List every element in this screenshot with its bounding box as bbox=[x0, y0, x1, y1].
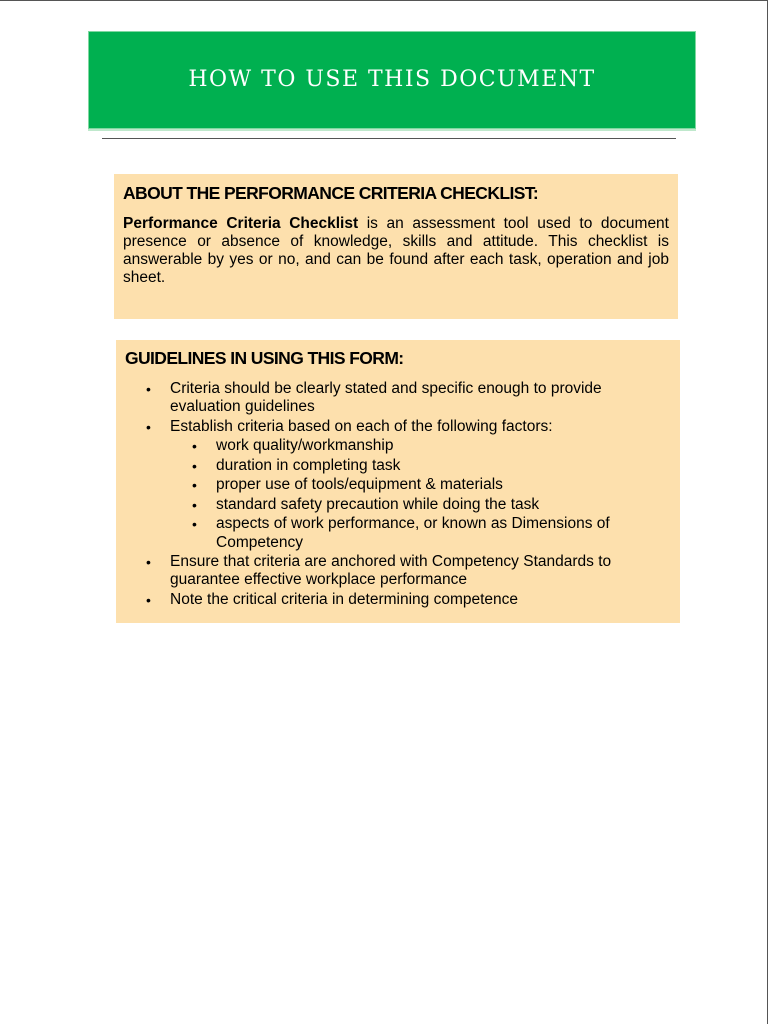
about-heading: ABOUT THE PERFORMANCE CRITERIA CHECKLIST: bbox=[123, 183, 539, 203]
factor-item bbox=[192, 515, 671, 552]
bullet-icon: • bbox=[192, 438, 197, 455]
guideline-text: Note the critical criteria in determining competence bbox=[170, 590, 519, 608]
factor-text: proper use of tools/equipment & materials bbox=[216, 476, 503, 494]
guideline-text: Ensure that criteria are anchored with Competency Standards to guarantee effective workplace performance bbox=[170, 552, 612, 589]
document-page bbox=[0, 1, 768, 1025]
bullet-icon: • bbox=[192, 457, 197, 474]
banner-title: HOW TO USE THIS DOCUMENT bbox=[188, 66, 596, 92]
guideline-item bbox=[146, 590, 671, 609]
about-lead-term: Performance Criteria Checklist bbox=[123, 215, 359, 232]
bullet-icon: • bbox=[146, 381, 151, 397]
factors-list bbox=[170, 437, 671, 552]
about-body-text: is an assessment tool used to document presence or absence of knowledge, skills and attitude. This checklist is answerable by yes or no, and can be found after each task, operation and job sheet. bbox=[123, 215, 669, 286]
factor-text: aspects of work performance, or known as Dimensions of Competency bbox=[216, 515, 610, 551]
factor-item bbox=[192, 495, 671, 514]
horizontal-rule bbox=[102, 138, 676, 139]
bullet-icon: • bbox=[192, 477, 197, 494]
guideline-item bbox=[146, 380, 671, 417]
factor-text: standard safety precaution while doing the task bbox=[216, 495, 540, 513]
bullet-icon: • bbox=[146, 591, 151, 608]
guideline-item bbox=[146, 417, 671, 552]
factor-text: duration in completing task bbox=[216, 456, 401, 474]
factor-item bbox=[192, 476, 671, 494]
guideline-item bbox=[146, 552, 671, 590]
factor-text: work quality/workmanship bbox=[216, 437, 394, 455]
bullet-icon: • bbox=[146, 418, 151, 435]
title-banner bbox=[88, 31, 696, 129]
bullet-icon: • bbox=[146, 553, 151, 570]
guidelines-section bbox=[116, 340, 680, 623]
about-section bbox=[114, 174, 678, 319]
factor-item bbox=[192, 456, 671, 475]
guidelines-list bbox=[125, 380, 671, 609]
guidelines-heading: GUIDELINES IN USING THIS FORM: bbox=[125, 348, 404, 368]
factor-item bbox=[192, 437, 671, 455]
bullet-icon: • bbox=[192, 516, 197, 533]
guideline-text: Criteria should be clearly stated and specific enough to provide evaluation guidelines bbox=[170, 380, 602, 416]
bullet-icon: • bbox=[192, 496, 197, 513]
guideline-text: Establish criteria based on each of the following factors: bbox=[170, 417, 553, 435]
about-paragraph bbox=[123, 215, 669, 287]
